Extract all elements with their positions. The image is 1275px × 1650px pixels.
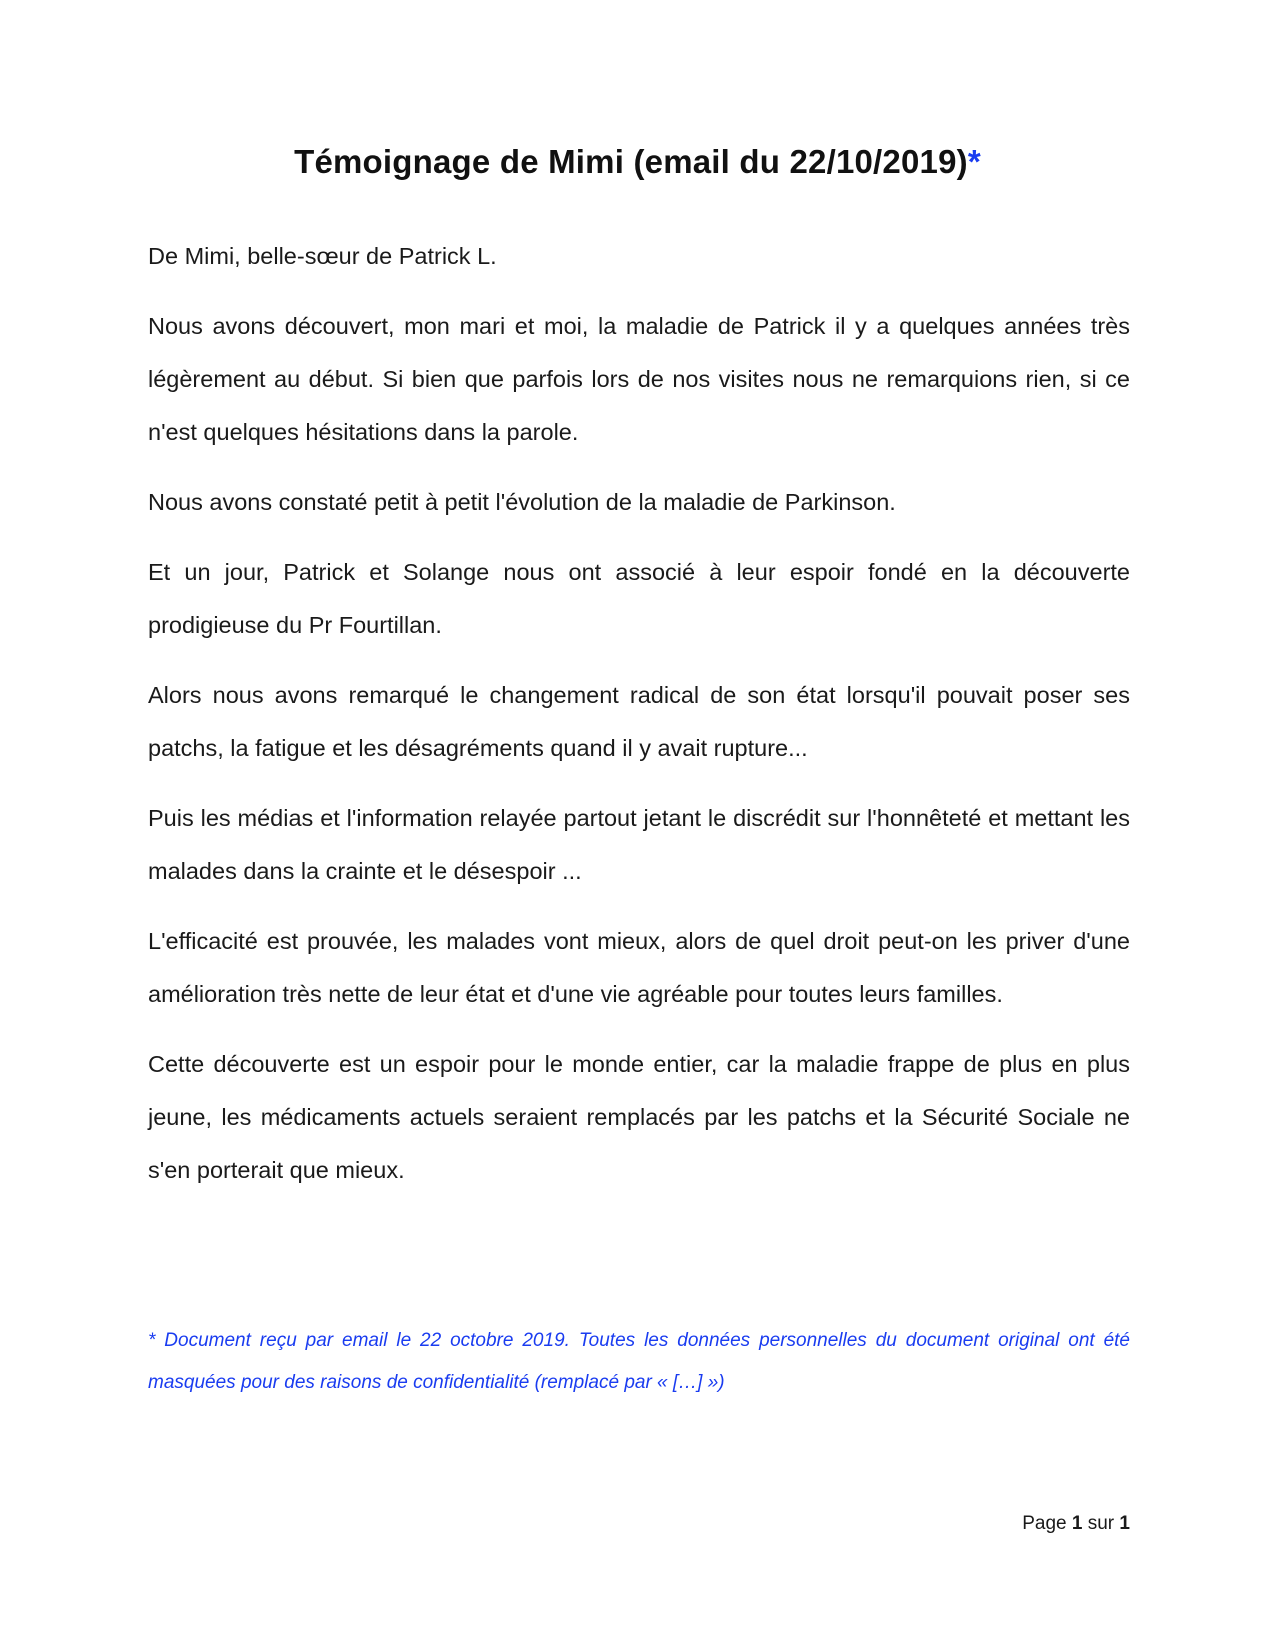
page-label: Page bbox=[1022, 1513, 1067, 1534]
footnote: * Document reçu par email le 22 octobre 2019. Toutes les données personnelles du document original ont été masquées pour des raisons de confidentialité (remplacé par « […] ») bbox=[148, 1330, 1130, 1393]
document-title bbox=[0, 143, 1275, 181]
page-current: 1 bbox=[1071, 1513, 1083, 1534]
paragraph-intro: De Mimi, belle-sœur de Patrick L. bbox=[148, 243, 497, 269]
page-number bbox=[1022, 1513, 1130, 1535]
paragraph: Nous avons constaté petit à petit l'évolution de la maladie de Parkinson. bbox=[148, 489, 896, 515]
document-body bbox=[148, 230, 1130, 1214]
footnote-marker: * bbox=[967, 143, 981, 180]
paragraph: Nous avons découvert, mon mari et moi, la maladie de Patrick il y a quelques années très légèrement au début. Si bien que parfois lors de nos visites nous ne remarquions rien, si ce n'est quelques hésitations dans la parole. bbox=[148, 313, 1130, 445]
paragraph: Et un jour, Patrick et Solange nous ont associé à leur espoir fondé en la découverte prodigieuse du Pr Fourtillan. bbox=[148, 559, 1130, 638]
paragraph: Cette découverte est un espoir pour le monde entier, car la maladie frappe de plus en plus jeune, les médicaments actuels seraient remplacés par les patchs et la Sécurité Sociale ne s'en porterait que mieux. bbox=[148, 1051, 1130, 1183]
paragraph: Puis les médias et l'information relayée partout jetant le discrédit sur l'honnêteté et mettant les malades dans la crainte et le désespoir ... bbox=[148, 805, 1130, 884]
paragraph: Alors nous avons remarqué le changement radical de son état lorsqu'il pouvait poser ses patchs, la fatigue et les désagréments quand il y avait rupture... bbox=[148, 682, 1130, 761]
paragraph: L'efficacité est prouvée, les malades vont mieux, alors de quel droit peut-on les priver d'une amélioration très nette de leur état et d'une vie agréable pour toutes leurs familles. bbox=[148, 928, 1130, 1007]
title-text: Témoignage de Mimi (email du 22/10/2019) bbox=[294, 143, 968, 180]
page-separator: sur bbox=[1087, 1513, 1115, 1534]
page-total: 1 bbox=[1119, 1513, 1130, 1534]
